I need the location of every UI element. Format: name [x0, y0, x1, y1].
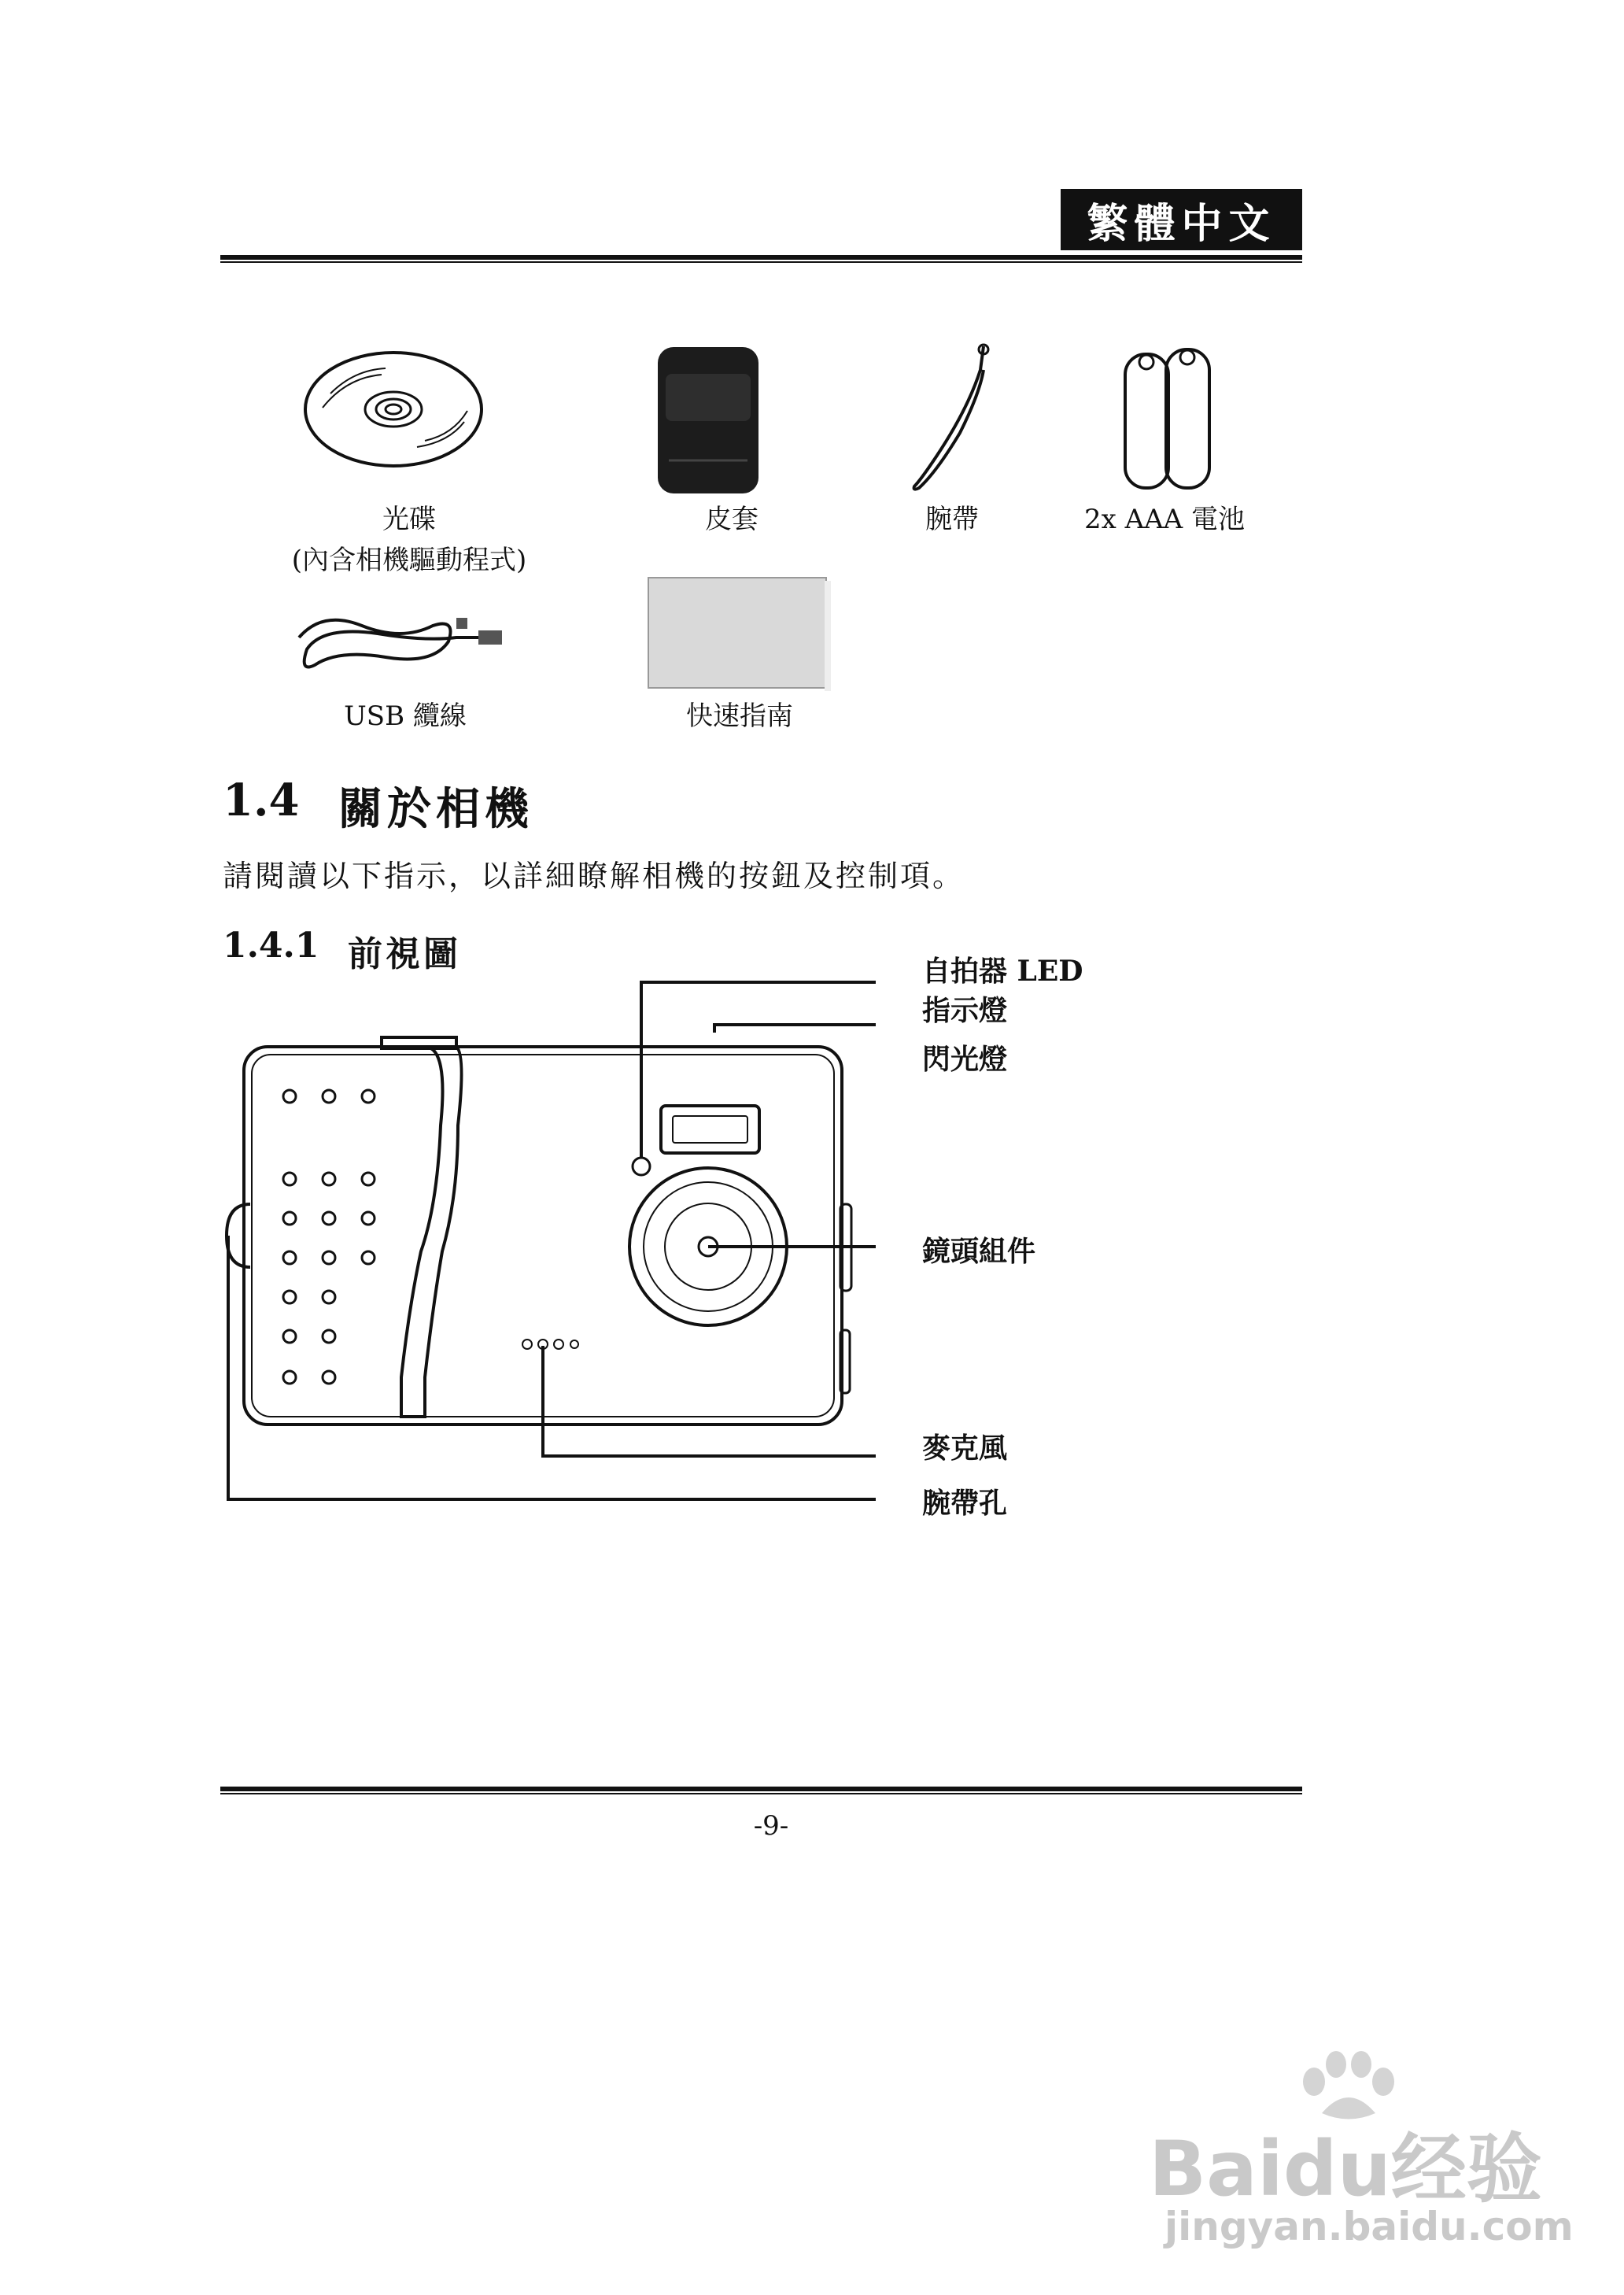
watermark-url: jingyan.baidu.com [1164, 2204, 1574, 2249]
header-rule [220, 255, 1302, 260]
strap-hole-label: 腕帶孔 [922, 1487, 1008, 1520]
wrist-strap-icon [905, 338, 999, 496]
section-title: 關於相機 [338, 783, 533, 835]
intro-text: 請閱讀以下指示，以詳細瞭解相機的按鈕及控制項。 [223, 859, 965, 893]
usb-cable-icon [291, 594, 511, 681]
guide-caption: 快速指南 [686, 700, 793, 732]
language-tab: 繁體中文 [1061, 189, 1302, 250]
watermark-brand: Baidu经验 [1149, 2125, 1542, 2213]
mic-label: 麥克風 [922, 1432, 1008, 1465]
lens-label: 鏡頭組件 [922, 1235, 1036, 1268]
camera-front-diagram [212, 968, 897, 1519]
cd-caption: 光碟 [382, 504, 436, 535]
aaa-batteries-icon [1117, 338, 1227, 496]
strap-caption: 腕帶 [925, 504, 979, 535]
timer-led-label: 自拍器 LED [922, 955, 1083, 988]
header-rule-thin [220, 261, 1302, 263]
pouch-caption: 皮套 [705, 504, 758, 535]
timer-led-label-2: 指示燈 [922, 994, 1008, 1027]
flash-label: 閃光燈 [922, 1043, 1008, 1076]
subsection-title: 前視圖 [348, 934, 461, 974]
page-number: -9- [753, 1810, 789, 1842]
subsection-number: 1.4.1 [223, 926, 319, 966]
cd-subcaption: (內含相機驅動程式) [291, 545, 527, 576]
usb-caption: USB 纜線 [344, 700, 467, 732]
quick-guide-icon [645, 575, 834, 693]
camera-pouch-icon [653, 342, 763, 500]
cd-disc-icon [299, 346, 488, 472]
section-number: 1.4 [223, 774, 300, 826]
batteries-caption: 2x AAA 電池 [1083, 504, 1246, 535]
footer-rule-thin [220, 1793, 1302, 1794]
footer-rule [220, 1787, 1302, 1791]
